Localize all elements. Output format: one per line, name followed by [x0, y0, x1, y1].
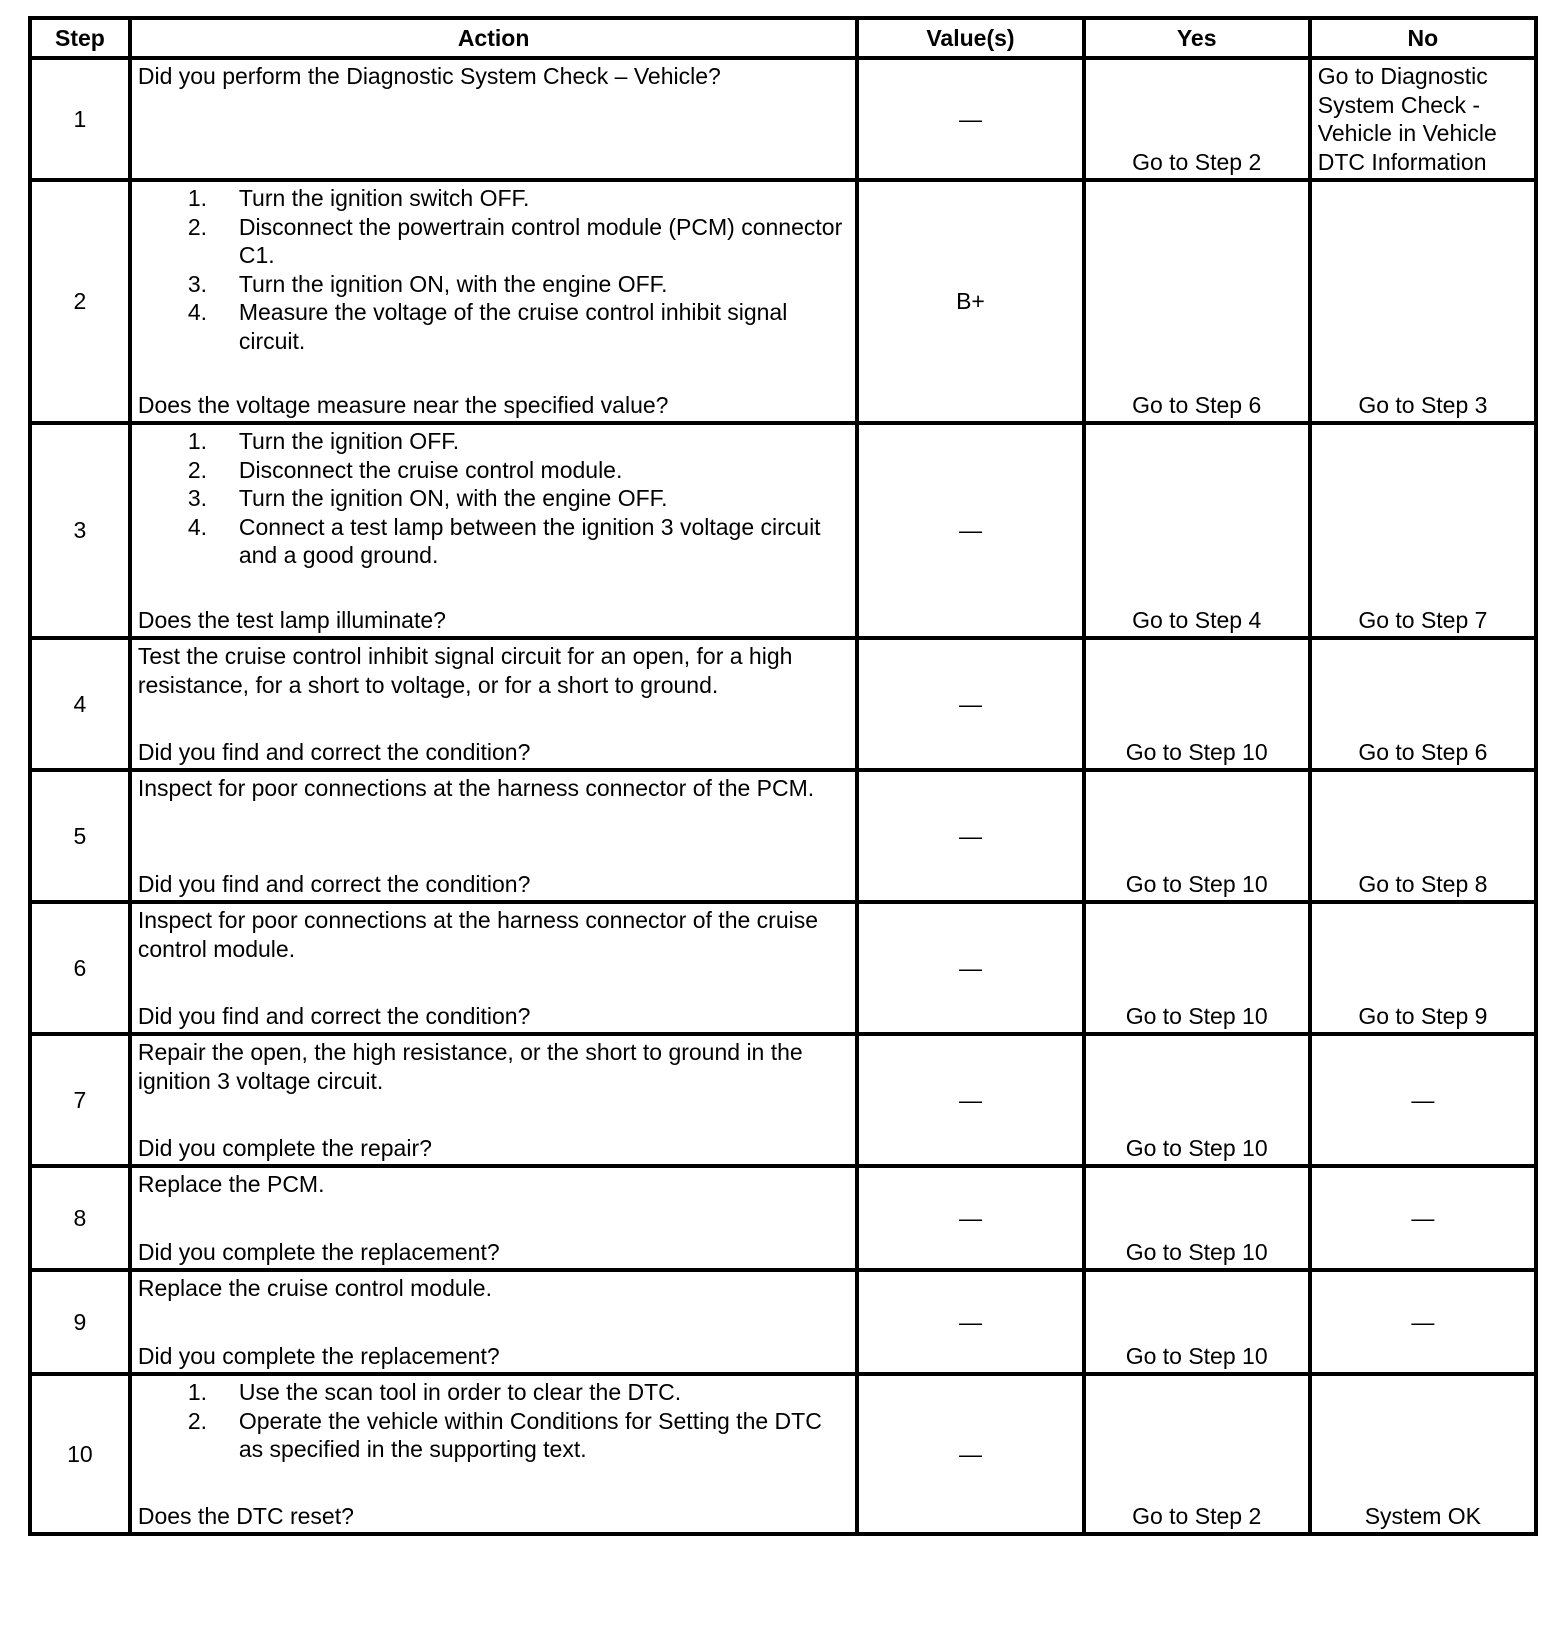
step-number: 5: [30, 770, 130, 902]
action-step: [138, 484, 850, 513]
action-question: Did you complete the replacement?: [137, 1342, 500, 1369]
table-row: [30, 1270, 1536, 1374]
no-text: Go to Diagnostic System Check - Vehicle in Vehicle DTC Information: [1317, 63, 1497, 175]
value-cell: —: [857, 1034, 1083, 1166]
action-step-text: Turn the ignition OFF.: [238, 428, 460, 454]
action-cell: [130, 58, 858, 180]
no-text: Go to Step 9: [1358, 1002, 1488, 1029]
action-step: [138, 1378, 850, 1407]
no-cell: [1310, 638, 1536, 770]
value-cell: —: [857, 58, 1083, 180]
yes-cell: [1084, 1166, 1310, 1270]
table-row: [30, 58, 1536, 180]
yes-cell: [1084, 1270, 1310, 1374]
no-cell: [1310, 180, 1536, 423]
action-step-number: 2.: [187, 1407, 208, 1434]
no-text: Go to Step 8: [1358, 870, 1488, 897]
action-text: Repair the open, the high resistance, or the short to ground in the ignition 3 voltage circuit.: [137, 1039, 803, 1094]
action-text: Inspect for poor connections at the harness connector of the cruise control module.: [137, 907, 819, 962]
action-question: Did you complete the replacement?: [137, 1238, 500, 1265]
action-cell: [130, 1270, 858, 1374]
yes-cell: [1084, 1374, 1310, 1534]
action-step-text: Measure the voltage of the cruise control inhibit signal circuit.: [238, 299, 788, 354]
no-text: Go to Step 6: [1358, 738, 1488, 765]
yes-cell: [1084, 423, 1310, 638]
action-step: [138, 513, 850, 570]
action-step: [138, 213, 850, 270]
action-step: [138, 456, 850, 485]
action-cell: [130, 423, 858, 638]
yes-text: Go to Step 10: [1125, 738, 1268, 765]
no-text: Go to Step 3: [1358, 391, 1488, 418]
yes-text: Go to Step 4: [1132, 606, 1262, 633]
action-step-number: 4.: [187, 299, 208, 325]
header-value: Value(s): [857, 18, 1083, 58]
action-step-text: Turn the ignition ON, with the engine OFF.: [238, 485, 668, 511]
yes-cell: [1084, 58, 1310, 180]
yes-cell: [1084, 1034, 1310, 1166]
action-step-text: Operate the vehicle within Conditions for Setting the DTC as specified in the supporting text.: [238, 1407, 822, 1462]
action-step-number: 1.: [187, 185, 208, 211]
action-question: Does the DTC reset?: [137, 1502, 354, 1529]
yes-text: Go to Step 2: [1132, 1502, 1262, 1529]
yes-text: Go to Step 10: [1125, 1342, 1268, 1369]
no-text: —: [1411, 1086, 1435, 1113]
no-cell: [1310, 770, 1536, 902]
action-step: [138, 427, 850, 456]
action-text: Inspect for poor connections at the harness connector of the PCM.: [137, 775, 815, 801]
action-text: Replace the PCM.: [137, 1171, 325, 1197]
header-action: Action: [130, 18, 858, 58]
step-number: 1: [30, 58, 130, 180]
no-cell: [1310, 1374, 1536, 1534]
no-cell: [1310, 1034, 1536, 1166]
value-cell: —: [857, 1374, 1083, 1534]
action-step: [138, 270, 850, 299]
value-cell: —: [857, 1270, 1083, 1374]
header-yes: Yes: [1084, 18, 1310, 58]
action-cell: [130, 770, 858, 902]
table-row: [30, 423, 1536, 638]
step-number: 3: [30, 423, 130, 638]
action-step-text: Use the scan tool in order to clear the DTC.: [238, 1379, 682, 1405]
step-number: 9: [30, 1270, 130, 1374]
value-cell: B+: [857, 180, 1083, 423]
action-question: Did you find and correct the condition?: [137, 738, 531, 765]
action-text: Replace the cruise control module.: [137, 1275, 492, 1301]
no-cell: [1310, 423, 1536, 638]
action-question: Did you complete the repair?: [137, 1134, 432, 1161]
no-text: Go to Step 7: [1358, 606, 1488, 633]
action-step-number: 2.: [187, 213, 208, 240]
table-row: [30, 770, 1536, 902]
no-text: System OK: [1364, 1502, 1482, 1529]
table-row: [30, 902, 1536, 1034]
step-number: 10: [30, 1374, 130, 1534]
action-step: [138, 1407, 850, 1464]
action-step: [138, 298, 850, 355]
action-step-text: Disconnect the powertrain control module (PCM) connector C1.: [238, 213, 843, 268]
action-steps: [138, 184, 850, 355]
diagnostic-table: [28, 16, 1538, 1536]
action-step-text: Turn the ignition ON, with the engine OFF.: [238, 270, 668, 297]
yes-text: Go to Step 10: [1125, 870, 1268, 897]
action-step-text: Disconnect the cruise control module.: [238, 456, 623, 483]
yes-text: Go to Step 10: [1125, 1002, 1268, 1029]
no-cell: [1310, 1270, 1536, 1374]
action-cell: [130, 638, 858, 770]
yes-text: Go to Step 10: [1125, 1134, 1268, 1161]
step-number: 6: [30, 902, 130, 1034]
action-steps: [138, 1378, 850, 1464]
yes-cell: [1084, 638, 1310, 770]
action-cell: [130, 1034, 858, 1166]
table-row: [30, 1166, 1536, 1270]
no-text: —: [1411, 1204, 1435, 1231]
action-step-text: Turn the ignition switch OFF.: [238, 185, 530, 211]
header-step: Step: [30, 18, 130, 58]
action-cell: [130, 1166, 858, 1270]
table-row: [30, 180, 1536, 423]
yes-text: Go to Step 6: [1132, 391, 1262, 418]
action-step-number: 3.: [187, 270, 208, 297]
action-step-text: Connect a test lamp between the ignition 3 voltage circuit and a good ground.: [238, 513, 821, 568]
action-question: Does the voltage measure near the specified value?: [137, 391, 669, 418]
action-step: [138, 184, 850, 213]
action-question: Did you find and correct the condition?: [137, 870, 531, 897]
action-cell: [130, 180, 858, 423]
no-cell: [1310, 902, 1536, 1034]
table-row: [30, 1374, 1536, 1534]
step-number: 7: [30, 1034, 130, 1166]
yes-cell: [1084, 902, 1310, 1034]
no-cell: [1310, 58, 1536, 180]
table-body: [30, 58, 1536, 1534]
action-question: Does the test lamp illuminate?: [137, 606, 446, 633]
yes-cell: [1084, 770, 1310, 902]
action-step-number: 2.: [187, 456, 208, 483]
header-row: [30, 18, 1536, 58]
value-cell: —: [857, 423, 1083, 638]
action-step-number: 3.: [187, 485, 208, 511]
action-cell: [130, 902, 858, 1034]
value-cell: —: [857, 638, 1083, 770]
yes-text: Go to Step 2: [1132, 148, 1262, 175]
action-question: Did you find and correct the condition?: [137, 1002, 531, 1029]
action-text: Did you perform the Diagnostic System Check – Vehicle?: [137, 63, 721, 89]
action-step-number: 4.: [187, 513, 208, 540]
no-text: —: [1411, 1308, 1435, 1335]
step-number: 4: [30, 638, 130, 770]
table-row: [30, 638, 1536, 770]
value-cell: —: [857, 1166, 1083, 1270]
yes-cell: [1084, 180, 1310, 423]
value-cell: —: [857, 902, 1083, 1034]
table-row: [30, 1034, 1536, 1166]
header-no: No: [1310, 18, 1536, 58]
yes-text: Go to Step 10: [1125, 1238, 1268, 1265]
action-step-number: 1.: [187, 428, 208, 454]
action-step-number: 1.: [187, 1379, 208, 1405]
action-text: Test the cruise control inhibit signal circuit for an open, for a high resistance, for a short to voltage, or for a short to ground.: [137, 643, 793, 698]
action-cell: [130, 1374, 858, 1534]
value-cell: —: [857, 770, 1083, 902]
step-number: 8: [30, 1166, 130, 1270]
no-cell: [1310, 1166, 1536, 1270]
action-steps: [138, 427, 850, 570]
step-number: 2: [30, 180, 130, 423]
